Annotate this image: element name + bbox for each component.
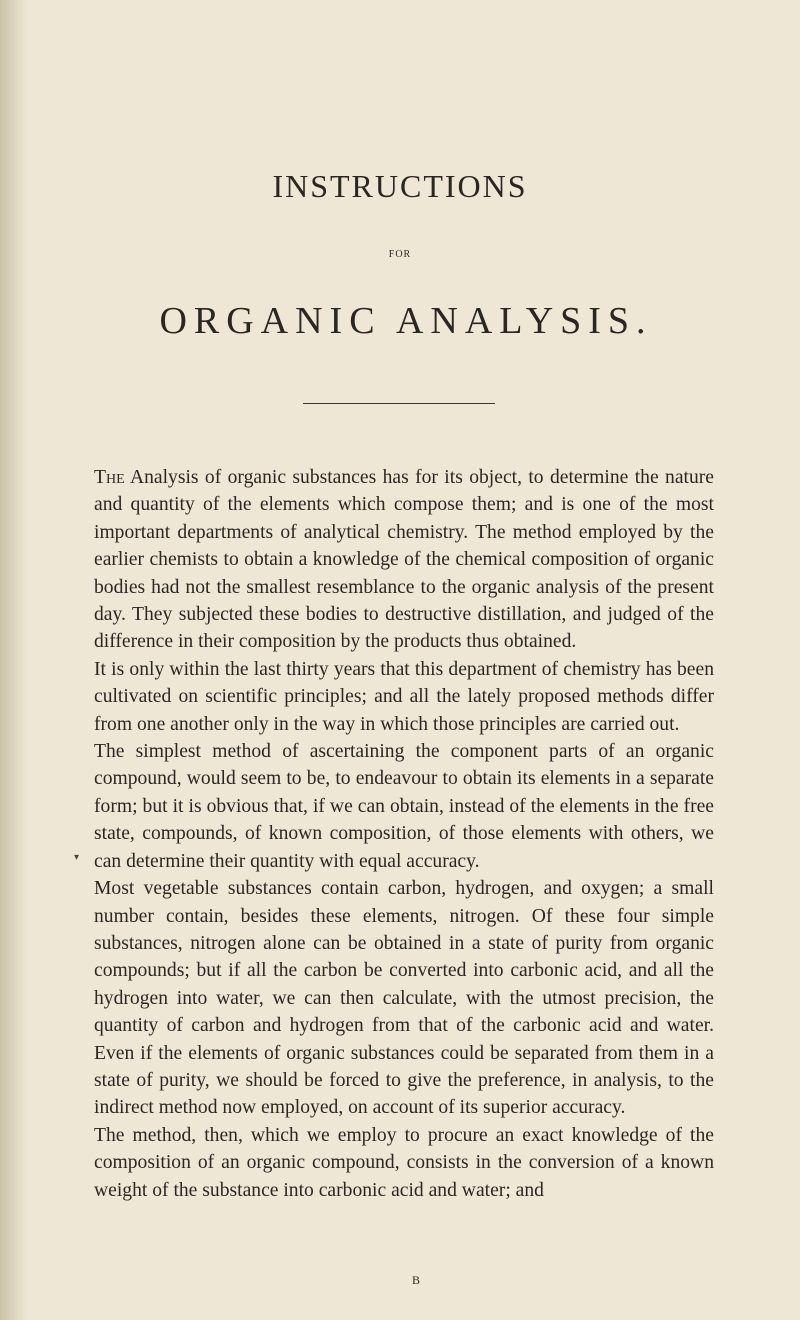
paragraph-2: It is only within the last thirty years that this department of chemistry has been cultivated on scientific principles; and all the lately proposed methods differ from one another only in the way in which those principles are carried out.	[94, 658, 714, 735]
paragraph-1-text: Analysis of organic substances has for its object, to determine the nature and quantity of the elements which compose them; and is one of the most important departments of analytical chemistry. The method employed by the earlier chemists to obtain a knowledge of the chemical composition of organic bodies had not the smallest resemblance to the organic analysis of the present day. They subjected these bodies to destructive distillation, and judged of the difference in their composition by the products thus obtained.	[94, 467, 714, 653]
page-subtitle: ORGANIC ANALYSIS.	[159, 300, 653, 342]
title-rule	[303, 403, 495, 404]
margin-speck: ▾	[74, 852, 80, 863]
page-title: INSTRUCTIONS	[272, 168, 528, 204]
paragraph-1-lead: The	[94, 467, 125, 488]
for-label: FOR	[388, 249, 412, 260]
paragraph-3: The simplest method of ascertaining the component parts of an organic compound, would seem to be, to endeavour to obtain its elements in a separate form; but it is obvious that, if we can obtain, instead of the elements in the free state, compounds, of known composition, of those elements with others, we can determine their quantity with equal accuracy.	[94, 741, 714, 872]
paragraph-4: Most vegetable substances contain carbon, hydrogen, and oxygen; a small number contain, besides these elements, nitrogen. Of these four simple substances, nitrogen alone can be obtained in a state of purity from organic compounds; but if all the carbon be converted into carbonic acid, and all the hydrogen into water, we can then calculate, with the utmost precision, the quantity of carbon and hydrogen from that of the carbonic acid and water. Even if the elements of organic substances could be separated from them in a state of purity, we should be forced to give the preference, in analysis, to the indirect method now employed, on account of its superior accuracy.	[94, 878, 714, 1119]
body-text	[94, 464, 714, 1204]
paragraph-5: The method, then, which we employ to procure an exact knowledge of the composition of an organic compound, consists in the conversion of a known weight of the substance into carbonic acid and water; and	[94, 1124, 714, 1201]
signature-mark: B	[411, 1273, 420, 1287]
paragraph-1	[94, 464, 714, 656]
